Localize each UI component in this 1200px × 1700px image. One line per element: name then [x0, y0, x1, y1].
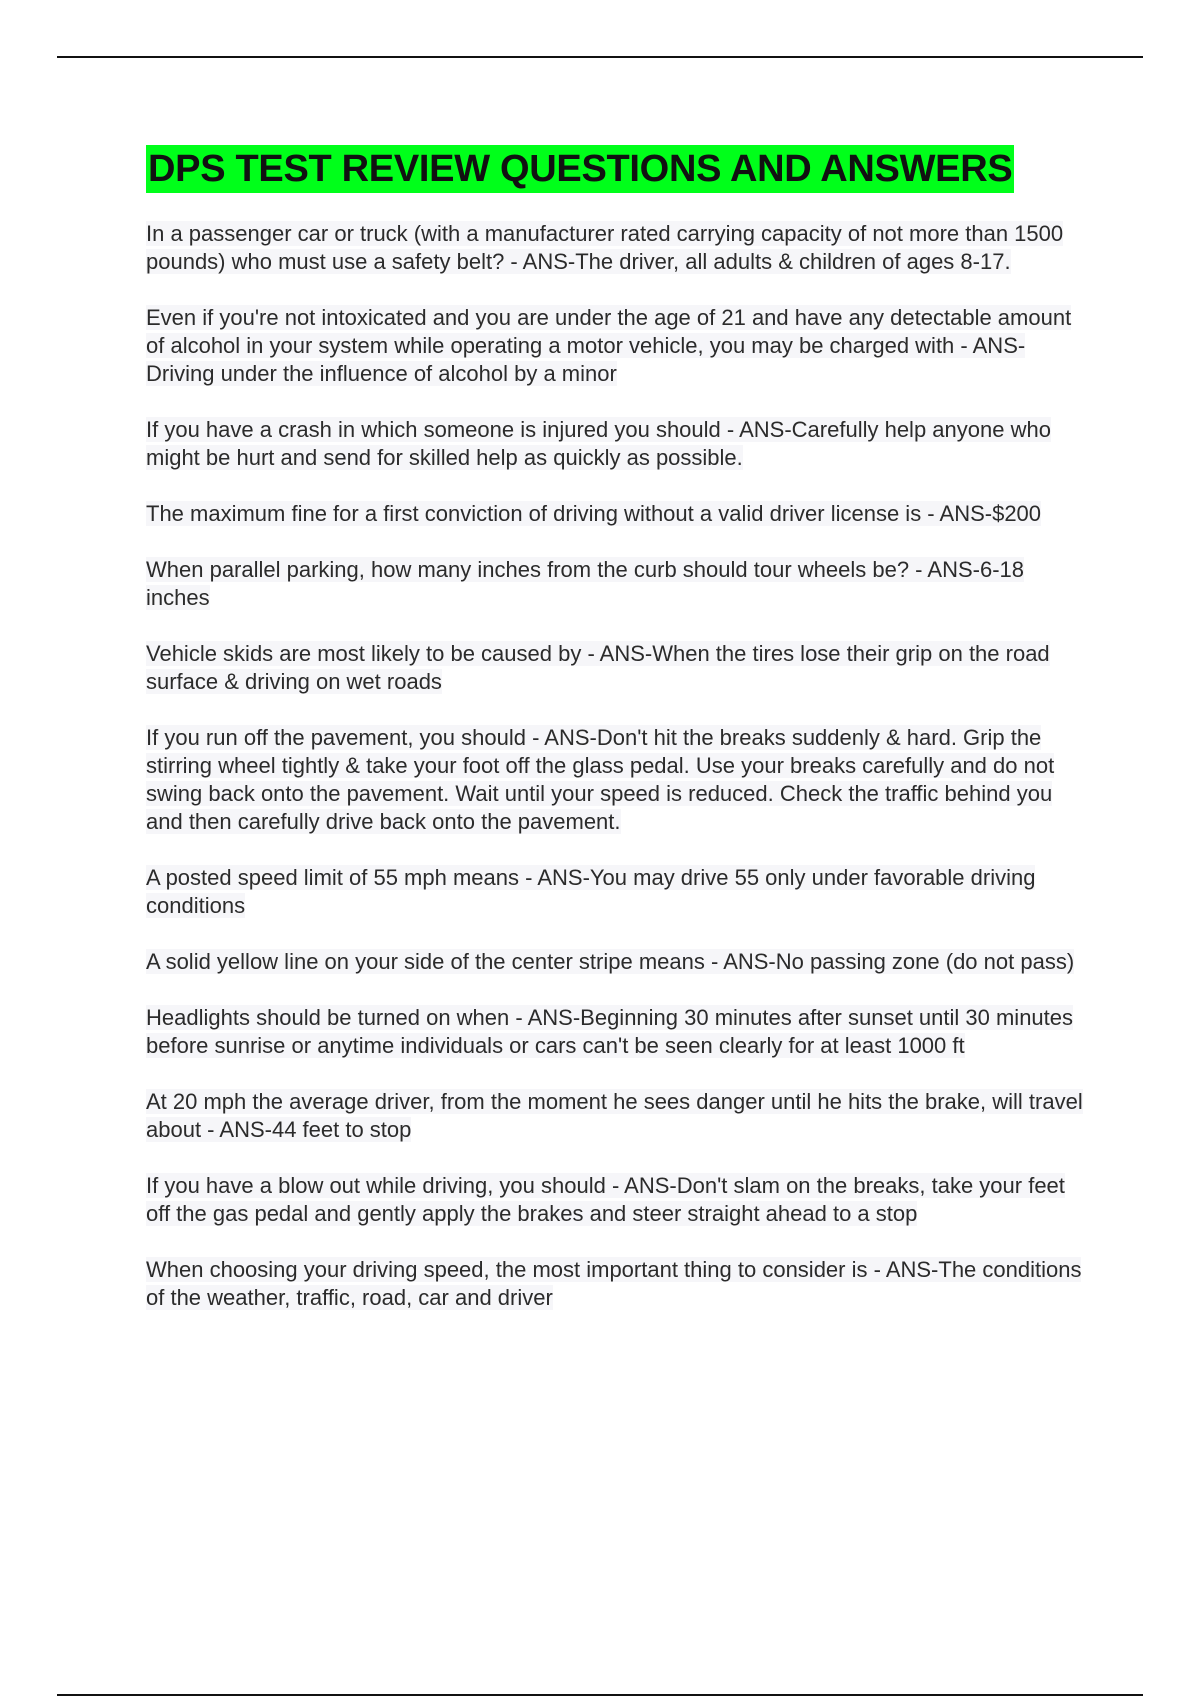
qa-item — [146, 948, 1091, 976]
document-title: DPS TEST REVIEW QUESTIONS AND ANSWERS — [146, 145, 1014, 193]
qa-text: When parallel parking, how many inches from the curb should tour wheels be? - ANS-6-18 inches — [146, 557, 1025, 610]
qa-text: At 20 mph the average driver, from the moment he sees danger until he hits the brake, will travel about - ANS-44 feet to stop — [146, 1089, 1083, 1142]
qa-list — [146, 220, 1091, 1312]
qa-text: If you run off the pavement, you should - ANS-Don't hit the breaks suddenly & hard. Grip the stirring wheel tightly & take your foot off the glass pedal. Use your breaks carefully and do not swing back onto the pavement. Wait until your speed is reduced. Check the traffic behind you and then carefully drive back onto the pavement. — [146, 725, 1055, 834]
qa-text: Even if you're not intoxicated and you are under the age of 21 and have any detectable amount of alcohol in your system while operating a motor vehicle, you may be charged with - ANS-Driving under the influence of alcohol by a minor — [146, 305, 1072, 386]
qa-item — [146, 416, 1091, 472]
qa-item — [146, 1088, 1091, 1144]
footer-rule — [57, 1694, 1143, 1696]
qa-item — [146, 1256, 1091, 1312]
qa-text: If you have a crash in which someone is injured you should - ANS-Carefully help anyone who might be hurt and send for skilled help as quickly as possible. — [146, 417, 1051, 470]
qa-item — [146, 500, 1091, 528]
qa-item — [146, 304, 1091, 388]
qa-item — [146, 1004, 1091, 1060]
qa-item — [146, 864, 1091, 920]
qa-item — [146, 556, 1091, 612]
qa-text: The maximum fine for a first conviction of driving without a valid driver license is - ANS-$200 — [146, 501, 1042, 526]
qa-text: Vehicle skids are most likely to be caused by - ANS-When the tires lose their grip on the road surface & driving on wet roads — [146, 641, 1050, 694]
qa-text: When choosing your driving speed, the most important thing to consider is - ANS-The conditions of the weather, traffic, road, car and driver — [146, 1257, 1082, 1310]
qa-text: A posted speed limit of 55 mph means - ANS-You may drive 55 only under favorable driving conditions — [146, 865, 1036, 918]
header-rule — [57, 56, 1143, 58]
qa-text: In a passenger car or truck (with a manufacturer rated carrying capacity of not more than 1500 pounds) who must use a safety belt? - ANS-The driver, all adults & children of ages 8-17. — [146, 221, 1064, 274]
qa-item — [146, 640, 1091, 696]
qa-text: A solid yellow line on your side of the center stripe means - ANS-No passing zone (do not pass) — [146, 949, 1075, 974]
qa-item — [146, 724, 1091, 836]
qa-item — [146, 220, 1091, 276]
document-body — [146, 145, 1091, 1340]
qa-item — [146, 1172, 1091, 1228]
qa-text: If you have a blow out while driving, you should - ANS-Don't slam on the breaks, take your feet off the gas pedal and gently apply the brakes and steer straight ahead to a stop — [146, 1173, 1065, 1226]
qa-text: Headlights should be turned on when - ANS-Beginning 30 minutes after sunset until 30 minutes before sunrise or anytime individuals or cars can't be seen clearly for at least 1000 ft — [146, 1005, 1074, 1058]
